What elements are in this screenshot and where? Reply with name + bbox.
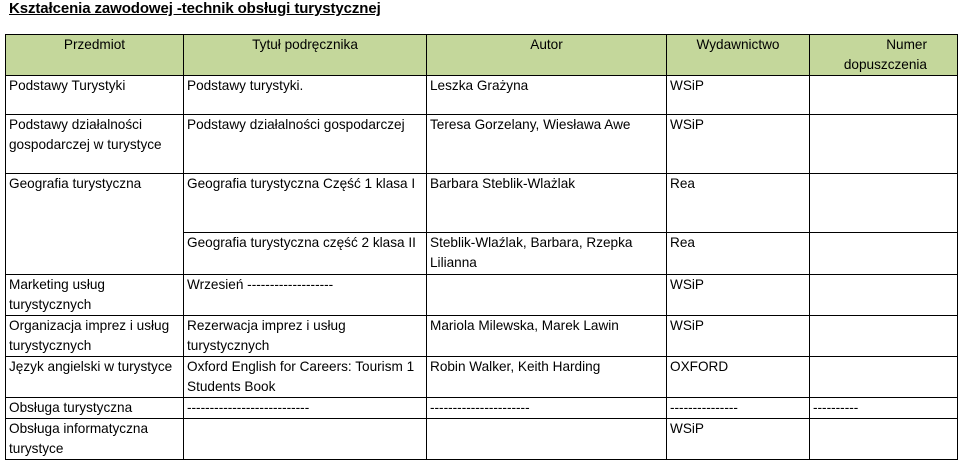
book-cell: Geografia turystyczna Część 1 klasa I	[184, 174, 427, 233]
publisher-cell: ---------------	[667, 398, 810, 419]
table-row	[6, 419, 958, 460]
number-cell	[810, 174, 958, 233]
publisher-cell: OXFORD	[667, 357, 810, 398]
subject-cell: Podstawy Turystyki	[6, 76, 184, 115]
subject-cell: Obsługa turystyczna	[6, 398, 184, 419]
author-cell: Steblik-Wlaźlak, Barbara, Rzepka Lilianna	[427, 233, 667, 275]
subject-cell	[6, 233, 184, 275]
publisher-cell: WSiP	[667, 316, 810, 357]
header-publisher: Wydawnictwo	[667, 35, 810, 76]
publisher-cell: Rea	[667, 233, 810, 275]
subject-cell: Marketing usług turystycznych	[6, 275, 184, 316]
book-cell: Podstawy działalności gospodarczej	[184, 115, 427, 174]
publisher-cell: WSiP	[667, 115, 810, 174]
table-row	[6, 76, 958, 115]
number-cell	[810, 275, 958, 316]
author-cell: Mariola Milewska, Marek Lawin	[427, 316, 667, 357]
author-cell: ----------------------	[427, 398, 667, 419]
author-cell	[427, 419, 667, 460]
header-number: Numer dopuszczenia	[810, 35, 958, 76]
author-cell	[427, 275, 667, 316]
number-cell	[810, 357, 958, 398]
table-row	[6, 233, 958, 275]
textbook-table	[5, 34, 958, 460]
publisher-cell: WSiP	[667, 275, 810, 316]
number-cell	[810, 233, 958, 275]
subject-cell: Organizacja imprez i usług turystycznych	[6, 316, 184, 357]
subject-cell: Geografia turystyczna	[6, 174, 184, 233]
table-row	[6, 316, 958, 357]
book-cell: Wrzesień -------------------	[184, 275, 427, 316]
author-cell: Barbara Steblik-Wlażlak	[427, 174, 667, 233]
header-book: Tytuł podręcznika	[184, 35, 427, 76]
book-cell: Oxford English for Careers: Tourism 1 Students Book	[184, 357, 427, 398]
subject-cell: Obsługa informatyczna turystyce	[6, 419, 184, 460]
book-cell: Rezerwacja imprez i usług turystycznych	[184, 316, 427, 357]
header-author: Autor	[427, 35, 667, 76]
table-row	[6, 115, 958, 174]
book-cell: Geografia turystyczna część 2 klasa II	[184, 233, 427, 275]
author-cell: Robin Walker, Keith Harding	[427, 357, 667, 398]
table-row	[6, 174, 958, 233]
number-cell	[810, 419, 958, 460]
table-row	[6, 398, 958, 419]
table-row	[6, 275, 958, 316]
book-cell	[184, 419, 427, 460]
header-subject: Przedmiot	[6, 35, 184, 76]
publisher-cell: WSiP	[667, 76, 810, 115]
publisher-cell: WSiP	[667, 419, 810, 460]
subject-cell: Podstawy działalności gospodarczej w turystyce	[6, 115, 184, 174]
book-cell: Podstawy turystyki.	[184, 76, 427, 115]
number-cell	[810, 76, 958, 115]
number-cell	[810, 316, 958, 357]
page-title: Kształcenia zawodowej -technik obsługi turystycznej	[9, 0, 381, 17]
number-cell	[810, 115, 958, 174]
table-row	[6, 357, 958, 398]
subject-cell: Język angielski w turystyce	[6, 357, 184, 398]
author-cell: Teresa Gorzelany, Wiesława Awe	[427, 115, 667, 174]
publisher-cell: Rea	[667, 174, 810, 233]
author-cell: Leszka Grażyna	[427, 76, 667, 115]
number-cell: ----------	[810, 398, 958, 419]
book-cell: ---------------------------	[184, 398, 427, 419]
header-row	[6, 35, 958, 76]
